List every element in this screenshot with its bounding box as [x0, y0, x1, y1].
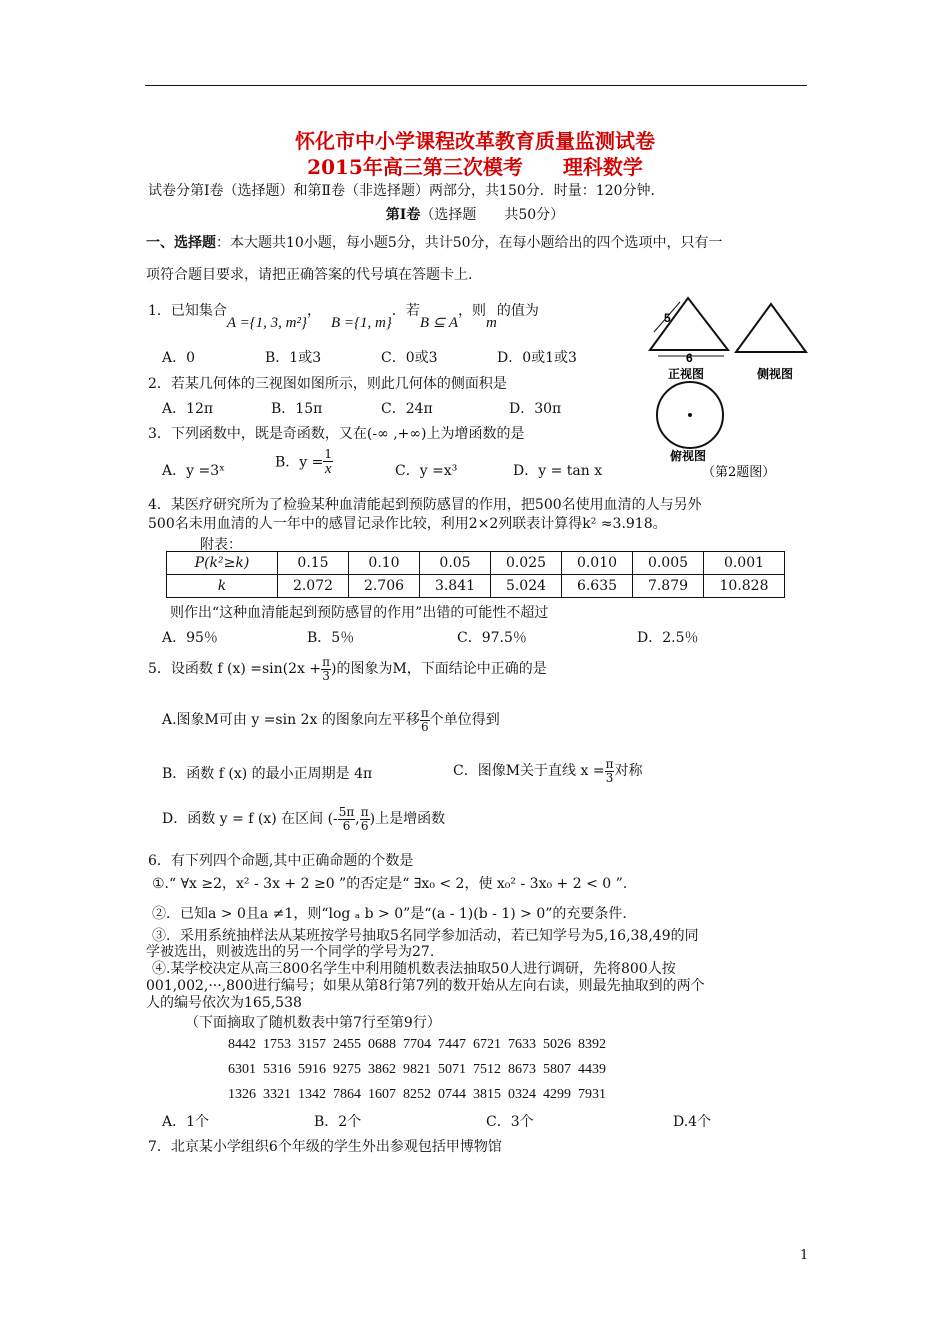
- q5-option-d-prefix: D．函数 y = f (x) 在区间 (-: [162, 811, 338, 828]
- three-views-figure: [640, 292, 810, 492]
- q3-option-b-numerator: 1: [324, 447, 333, 461]
- q5-option-b: B．函数 f (x) 的最小正周期是 4π: [162, 766, 373, 782]
- table-cell: 10.828: [704, 575, 785, 598]
- q5-option-a-suffix: 个单位得到: [429, 712, 500, 729]
- exam-title: 怀化市中小学课程改革教育质量监测试卷: [295, 129, 655, 153]
- q6-stem: 6．有下列四个命题,其中正确命题的个数是: [148, 853, 414, 869]
- q6-option-d: D.4个: [673, 1114, 712, 1130]
- q1-condition: B ⊆ A: [419, 315, 459, 331]
- q4-option-a: A．95％: [162, 630, 218, 646]
- q5-option-c: [453, 758, 642, 784]
- part-heading-rest: （选择题 共50分）: [420, 207, 565, 223]
- table-header-k: k: [167, 575, 278, 598]
- q2-option-b: B．15π: [271, 401, 323, 417]
- top-rule: [145, 85, 807, 86]
- q1-sep3: ，则: [458, 303, 487, 319]
- q3-option-b: [275, 448, 333, 477]
- q1-option-c: C．0或3: [381, 350, 438, 366]
- table-cell: 2.072: [278, 575, 349, 598]
- part-heading-bold: 第Ⅰ卷: [385, 207, 421, 223]
- q5-option-c-denominator: 3: [605, 770, 614, 785]
- table-cell: 0.15: [278, 552, 349, 575]
- q6-proposition-3-line2: 学被选出，则被选出的另一个同学的学号为27.: [146, 944, 435, 960]
- q5-stem-prefix: 5．设函数 f (x) =sin(2x +: [148, 661, 322, 678]
- q6-proposition-3-line1: ③．采用系统抽样法从某班按学号抽取5名同学参加活动，若已知学号为5,16,38,49的同: [152, 928, 699, 944]
- section1-heading-bold: 一、选择题: [146, 235, 216, 251]
- top-view-center-dot: [688, 413, 692, 417]
- q5-option-a-numerator: π: [420, 706, 429, 720]
- q5-option-d-suffix: )上是增函数: [369, 811, 446, 828]
- table-cell: 6.635: [562, 575, 633, 598]
- q5-option-c-suffix: 对称: [614, 763, 643, 780]
- q5-option-d-numerator2: π: [360, 805, 369, 819]
- table-row: [167, 575, 785, 598]
- q6-option-c: C．3个: [486, 1114, 534, 1130]
- q5-stem-denominator: 3: [322, 668, 330, 683]
- q5-option-c-numerator: π: [605, 757, 614, 771]
- q5-option-d-denominator2: 6: [360, 818, 369, 833]
- q4-appendix-label: 附表：: [200, 537, 242, 553]
- q6-table-note: （下面摘取了随机数表中第7行至第9行）: [185, 1015, 441, 1031]
- front-view-triangle: [650, 298, 728, 350]
- q6-proposition-4-line2: 001,002,···,800进行编号；如果从第8行第7列的数开始从左向右读，则最先抽取到的两个: [146, 978, 705, 994]
- q4-option-d: D．2.5％: [637, 630, 699, 646]
- q3-option-d: D．y = tan x: [513, 463, 603, 479]
- q1-set-b: B ={1, m}: [331, 315, 392, 331]
- table-cell: 0.05: [420, 552, 491, 575]
- q5-option-d-denominator1: 6: [342, 818, 351, 833]
- table-cell: 2.706: [349, 575, 420, 598]
- section1-heading-rest: ：本大题共10小题，每小题5分，共计50分，在每小题给出的四个选项中，只有一: [216, 235, 723, 251]
- section1-heading: [146, 232, 723, 252]
- page-number: 1: [800, 1248, 809, 1263]
- q4-line1: 4．某医疗研究所为了检验某种血清能起到预防感冒的作用，把500名使用血清的人与另外: [148, 497, 702, 513]
- figure-caption: （第2题图）: [702, 465, 776, 480]
- q5-option-d-fraction2: [360, 806, 370, 832]
- q6-proposition-1: ①.“ ∀x ≥2，x² - 3x + 2 ≥0 ”的否定是“ ∃x₀ < 2，使 x₀² - 3x₀ + 2 < 0 ”.: [152, 876, 628, 892]
- q1-stem: [148, 300, 539, 331]
- q2-option-a: A．12π: [162, 401, 214, 417]
- q2-stem: 2．若某几何体的三视图如图所示，则此几何体的侧面积是: [148, 376, 507, 392]
- q5-option-a: [162, 707, 500, 733]
- exam-intro: 试卷分第Ⅰ卷（选择题）和第Ⅱ卷（非选择题）两部分，共150分．时量：120分钟．: [148, 183, 665, 199]
- table-cell: 5.024: [491, 575, 562, 598]
- q5-option-a-denominator: 6: [420, 719, 429, 734]
- table-cell: 0.025: [491, 552, 562, 575]
- table-cell: 0.10: [349, 552, 420, 575]
- q4-option-b: B．5％: [307, 630, 355, 646]
- q2-option-c: C．24π: [381, 401, 433, 417]
- q5-option-a-fraction: [420, 707, 430, 733]
- q3-stem: 3．下列函数中，既是奇函数，又在(-∞ ,+∞)上为增函数的是: [148, 426, 525, 442]
- q7-stem: 7．北京某小学组织6个年级的学生外出参观包括甲博物馆: [148, 1139, 502, 1155]
- q6-proposition-4-line1: ④.某学校决定从高三800名学生中利用随机数表法抽取50人进行调研，先将800人按: [152, 961, 676, 977]
- q5-option-d-numerator1: 5π: [338, 805, 355, 819]
- q1-suffix: 的值为: [496, 303, 539, 319]
- table-cell: 3.841: [420, 575, 491, 598]
- q6-proposition-4-line3: 人的编号依次为165,538: [146, 995, 302, 1011]
- q4-line2: 500名未用血清的人一年中的感冒记录作比较，利用2×2列联表计算得k² ≈3.918。: [148, 516, 667, 532]
- q6-option-b: B．2个: [314, 1114, 362, 1130]
- table-cell: 7.879: [633, 575, 704, 598]
- front-view-label: 正视图: [668, 367, 705, 381]
- exam-subtitle: 2015年高三第三次模考 理科数学: [307, 155, 643, 179]
- side-length-label: 5: [664, 311, 671, 325]
- q6-proposition-2: ②．已知a > 0且a ≠1，则“log ₐ b > 0”是“(a - 1)(b - 1) > 0”的充要条件.: [152, 906, 627, 922]
- top-view-label: 俯视图: [670, 449, 707, 463]
- q1-set-a: A ={1, 3, m²}: [226, 315, 308, 331]
- q3-option-b-fraction: [323, 448, 333, 477]
- q1-sep2: ．若: [391, 303, 420, 319]
- q6-option-a: A．1个: [162, 1114, 210, 1130]
- q1-option-a: A．0: [162, 350, 196, 366]
- q1-option-b: B．1或3: [265, 350, 322, 366]
- random-table-row-8: 6301 5316 5916 9275 3862 9821 5071 7512 8673 5807 4439: [228, 1062, 606, 1077]
- q5-option-d-comma: ,: [355, 811, 360, 828]
- q5-stem-suffix: )的图象为M，下面结论中正确的是: [331, 661, 547, 678]
- q5-option-c-prefix: C．图像M关于直线 x =: [453, 763, 605, 780]
- q3-option-a: A．y =3ˣ: [162, 463, 226, 479]
- q1-prefix: 1．已知集合: [148, 303, 227, 319]
- q1-sep1: ，: [307, 303, 322, 319]
- table-cell: 0.005: [633, 552, 704, 575]
- side-view-label: 侧视图: [757, 367, 794, 381]
- table-cell: 0.010: [562, 552, 633, 575]
- q3-option-b-prefix: B．y =: [275, 454, 324, 471]
- q3-option-b-denominator: x: [324, 460, 332, 477]
- q5-option-d-fraction1: [338, 806, 356, 832]
- random-table-row-7: 8442 1753 3157 2455 0688 7704 7447 6721 7633 5026 8392: [228, 1037, 606, 1052]
- q1-variable: m: [486, 315, 497, 331]
- side-view-triangle: [736, 304, 806, 352]
- table-cell: 0.001: [704, 552, 785, 575]
- q5-option-d: [162, 806, 445, 832]
- q4-option-c: C．97.5％: [457, 630, 527, 646]
- q5-stem: [148, 656, 547, 682]
- base-length-label: 6: [686, 351, 693, 365]
- q1-option-d: D．0或1或3: [497, 350, 577, 366]
- q5-stem-numerator: π: [322, 655, 331, 669]
- random-table-row-9: 1326 3321 1342 7864 1607 8252 0744 3815 0324 4299 7931: [228, 1087, 606, 1102]
- q2-option-d: D．30π: [509, 401, 562, 417]
- table-row: [167, 552, 785, 575]
- q5-option-a-prefix: A.图象M可由 y =sin 2x 的图象向左平移: [162, 712, 420, 729]
- q5-stem-fraction: [321, 656, 331, 682]
- q5-option-c-fraction: [605, 758, 615, 784]
- q4-after-table: 则作出“这种血清能起到预防感冒的作用”出错的可能性不超过: [170, 605, 549, 621]
- table-header-p: P(k²≥k): [167, 552, 278, 575]
- critical-value-table: [166, 551, 785, 598]
- part-heading: [0, 204, 950, 224]
- q3-option-c: C．y =x³: [395, 463, 458, 479]
- section1-heading-line2: 项符合题目要求，请把正确答案的代号填在答题卡上.: [146, 267, 473, 283]
